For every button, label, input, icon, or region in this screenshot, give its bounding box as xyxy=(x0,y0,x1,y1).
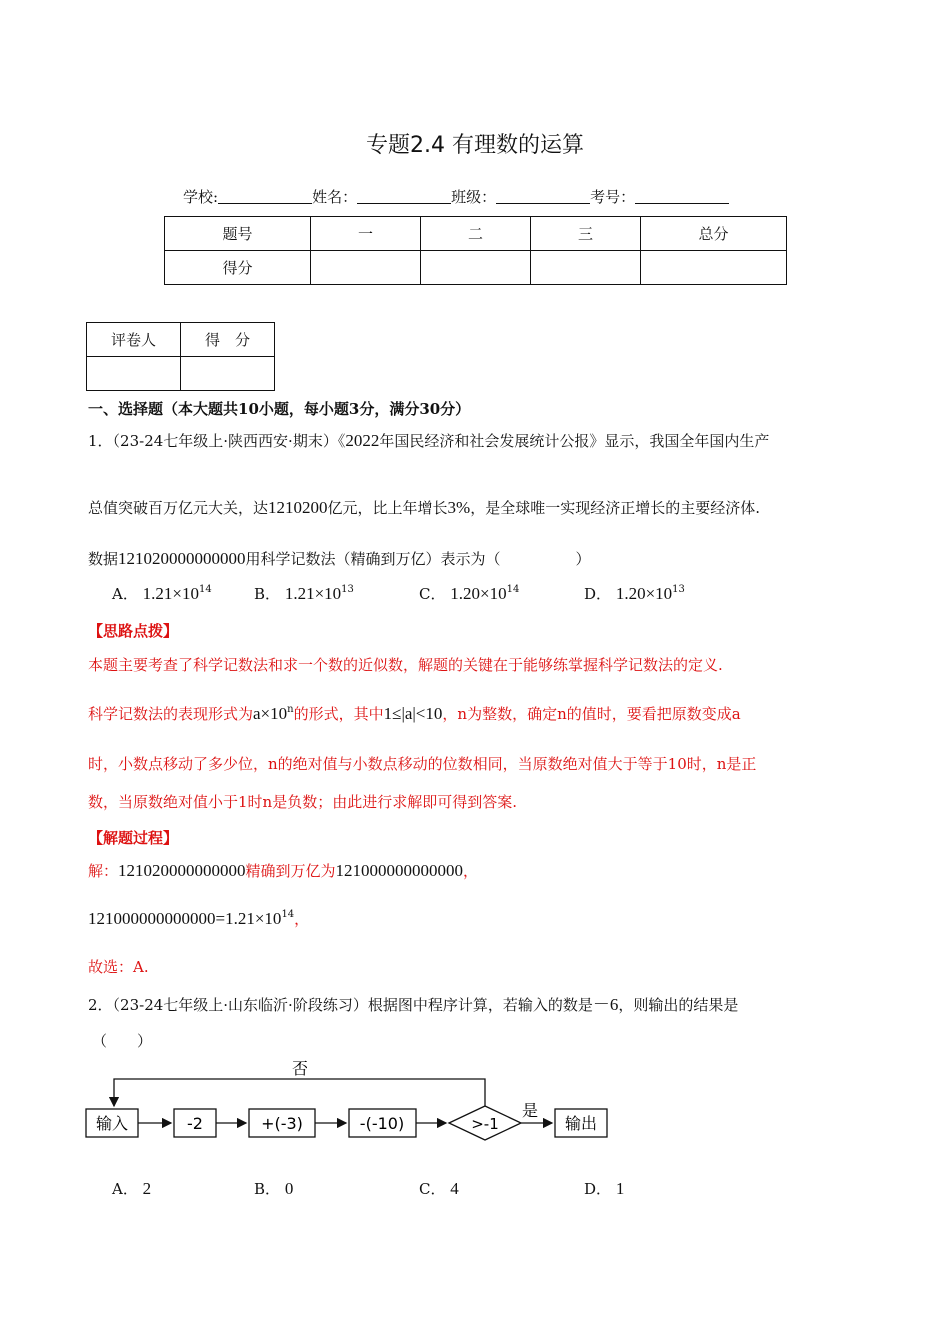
solution-text: ， xyxy=(463,862,479,880)
class-label: 班级： xyxy=(451,188,497,206)
q2-option-d[interactable] xyxy=(584,1178,624,1199)
score-header-cell: 题号 xyxy=(165,217,311,251)
q1-percent: 3% xyxy=(447,498,471,517)
option-label: A． xyxy=(112,1180,138,1198)
option-value: 1.20×10 xyxy=(450,584,507,603)
hint-exponent: n xyxy=(287,704,294,715)
hint-line: 数，当原数绝对值小于1时n是负数；由此进行求解即可得到答案. xyxy=(88,793,517,811)
option-label: D． xyxy=(584,585,612,603)
option-value: 1 xyxy=(615,1179,625,1198)
q2-option-a[interactable] xyxy=(112,1178,151,1199)
hint-heading: 【思路点拨】 xyxy=(88,622,179,640)
score-header-cell: 三 xyxy=(531,217,641,251)
score-header-cell: 总分 xyxy=(641,217,787,251)
option-label: C． xyxy=(419,585,446,603)
option-label: B． xyxy=(254,1180,281,1198)
q1-year: 2022 xyxy=(345,431,380,450)
option-value: 1.21×10 xyxy=(142,584,199,603)
hint-text: ，n为整数，确定n的值时，要看把原数变成a xyxy=(442,705,741,723)
flow-step2-label: +(-3) xyxy=(261,1114,303,1133)
q1-text: 年国民经济和社会发展统计公报》显示，我国全年国内生产 xyxy=(379,432,770,450)
q1-text: 亿元，比上年增长 xyxy=(327,499,448,517)
flow-input-label: 输入 xyxy=(95,1114,129,1133)
option-value: 0 xyxy=(284,1179,294,1198)
score-row-label: 得分 xyxy=(165,251,311,285)
option-value: 1.20×10 xyxy=(615,584,673,603)
q2-text: ，则输出的结果是 xyxy=(618,996,739,1014)
flow-output-label: 输出 xyxy=(564,1114,598,1133)
solution-exponent: 14 xyxy=(281,909,295,920)
answer-line: 故选：A. xyxy=(88,958,149,976)
hint-line: 时，小数点移动了多少位，n的绝对值与小数点移动的位数相同，当原数绝对值大于等于10时，n是正 xyxy=(88,755,757,773)
hint-inequality: 1≤|a|<10 xyxy=(383,704,443,723)
option-exponent: 13 xyxy=(672,584,685,595)
q1-text: 数据 xyxy=(88,550,119,568)
grader-score-label: 得 分 xyxy=(181,323,275,357)
q2-input-value: －6 xyxy=(592,995,619,1014)
q1-text: ，是全球唯一实现经济正增长的主要经济体. xyxy=(470,499,760,517)
q1-number: 1． xyxy=(88,432,113,450)
hint-text: 的形式，其中 xyxy=(293,705,384,723)
flow-step1-label: -2 xyxy=(187,1114,203,1133)
option-exponent: 14 xyxy=(506,584,520,595)
number-label: 考号： xyxy=(590,188,636,206)
solution-number: 121000000000000 xyxy=(335,861,464,880)
q1-amount: 1210200 xyxy=(268,498,328,517)
flow-loop-arrow xyxy=(114,1079,485,1108)
flow-step3-label: -(-10) xyxy=(359,1114,405,1133)
grader-label: 评卷人 xyxy=(87,323,181,357)
q2-number: 2． xyxy=(88,996,113,1014)
option-label: D． xyxy=(584,1180,612,1198)
section-heading: 一、选择题（本大题共10小题，每小题3分，满分30分） xyxy=(88,400,471,418)
hint-text: 科学记数法的表现形式为 xyxy=(88,705,254,723)
option-value: 2 xyxy=(142,1179,152,1198)
q1-text: 用科学记数法（精确到万亿）表示为（ ） xyxy=(245,550,591,568)
solution-text: ， xyxy=(294,910,310,928)
hint-formula: a×10 xyxy=(253,704,288,723)
option-label: C． xyxy=(419,1180,446,1198)
flow-no-label: 否 xyxy=(291,1059,309,1078)
option-value: 1.21×10 xyxy=(284,584,342,603)
hint-line: 本题主要考查了科学记数法和求一个数的近似数，解题的关键在于能够练掌握科学记数法的定义. xyxy=(88,656,723,674)
q1-source: （23-24七年级上·陕西西安·期末）《 xyxy=(112,432,346,450)
solution-formula: 121000000000000=1.21×10 xyxy=(88,909,282,928)
score-header-cell: 一 xyxy=(311,217,421,251)
school-label: 学校: xyxy=(183,188,219,206)
option-label: A． xyxy=(112,585,138,603)
option-exponent: 14 xyxy=(198,584,212,595)
flow-condition-label: >-1 xyxy=(471,1115,499,1133)
name-label: 姓名： xyxy=(312,188,358,206)
option-exponent: 13 xyxy=(341,584,354,595)
flow-yes-label: 是 xyxy=(521,1101,539,1120)
q1-text: 总值突破百万亿元大关，达 xyxy=(88,499,269,517)
solution-heading: 【解题过程】 xyxy=(88,829,179,847)
score-header-cell: 二 xyxy=(421,217,531,251)
q2-answer-paren: （ ） xyxy=(92,1032,153,1050)
solution-text: 解： xyxy=(88,862,119,880)
option-label: B． xyxy=(254,585,281,603)
option-value: 4 xyxy=(450,1179,459,1198)
solution-number: 121020000000000 xyxy=(118,861,246,880)
q2-option-c[interactable] xyxy=(419,1178,459,1199)
q2-option-b[interactable] xyxy=(254,1178,293,1199)
page-title: 专题2.4 有理数的运算 xyxy=(366,133,584,158)
q1-big-number: 121020000000000 xyxy=(118,549,246,568)
q2-text: （23-24七年级上·山东临沂·阶段练习）根据图中程序计算，若输入的数是 xyxy=(112,996,593,1014)
solution-text: 精确到万亿为 xyxy=(245,862,336,880)
